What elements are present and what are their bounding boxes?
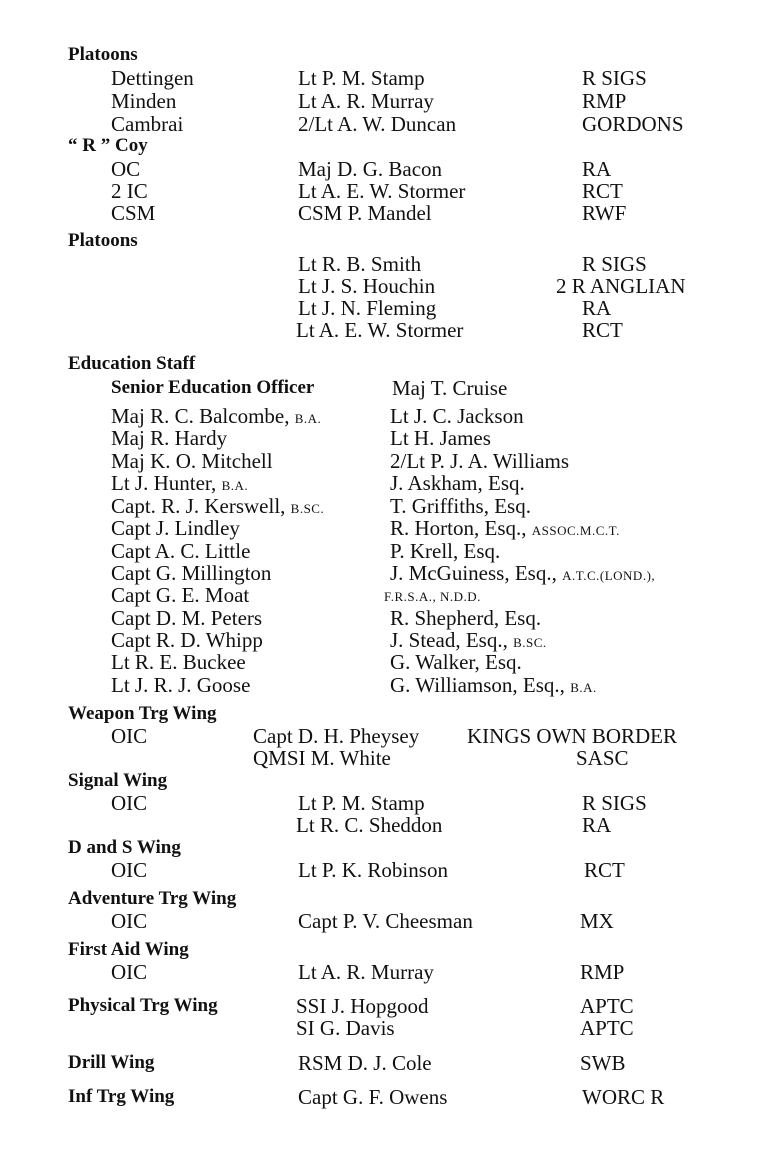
staff-name: Maj K. O. Mitchell — [111, 449, 273, 473]
section-heading-education-staff: Education Staff — [68, 353, 196, 374]
role-label: OC — [111, 157, 141, 181]
staff-name: 2/Lt P. J. A. Williams — [390, 449, 570, 473]
role-label: 2 IC — [111, 179, 148, 203]
officer-name: Lt J. S. Houchin — [298, 274, 436, 298]
officer-name: Lt J. N. Fleming — [298, 296, 437, 320]
staff-name: Capt G. E. Moat — [111, 583, 250, 607]
unit-name: RA — [582, 813, 612, 837]
unit-name: RWF — [582, 201, 627, 225]
staff-name: Capt R. D. Whipp — [111, 628, 263, 652]
role-label: CSM — [111, 201, 156, 225]
platoon-name: Cambrai — [111, 112, 184, 136]
staff-name: Capt A. C. Little — [111, 539, 251, 563]
unit-name: RMP — [580, 960, 625, 984]
unit-name: APTC — [580, 994, 634, 1018]
staff-name: Capt G. Millington — [111, 561, 272, 585]
unit-name: R SIGS — [582, 252, 647, 276]
staff-name: Maj R. Hardy — [111, 426, 228, 450]
officer-name: Lt A. E. W. Stormer — [296, 318, 464, 342]
role-label: OIC — [111, 909, 148, 933]
section-heading-platoons: Platoons — [68, 230, 138, 251]
unit-name: MX — [580, 909, 614, 933]
section-heading-inf-trg-wing: Inf Trg Wing — [68, 1086, 175, 1107]
staff-name: Lt R. E. Buckee — [111, 650, 246, 674]
staff-name: R. Shepherd, Esq. — [390, 606, 542, 630]
officer-name: Maj T. Cruise — [392, 376, 508, 400]
unit-name: RA — [582, 157, 612, 181]
officer-name: Lt P. K. Robinson — [298, 858, 448, 882]
section-heading-weapon-trg-wing: Weapon Trg Wing — [68, 703, 217, 724]
section-heading-adventure-trg-wing: Adventure Trg Wing — [68, 888, 237, 909]
section-heading-d-and-s-wing: D and S Wing — [68, 837, 181, 858]
staff-name: G. Walker, Esq. — [390, 650, 522, 674]
section-heading-first-aid-wing: First Aid Wing — [68, 939, 189, 960]
staff-name: R. Horton, Esq., ASSOC.M.C.T. — [390, 516, 620, 540]
role-label: OIC — [111, 858, 148, 882]
staff-qualifications: F.R.S.A., N.D.D. — [384, 589, 481, 604]
section-heading-drill-wing: Drill Wing — [68, 1052, 155, 1073]
role-label: OIC — [111, 960, 148, 984]
unit-name: R SIGS — [582, 66, 647, 90]
unit-name: 2 R ANGLIAN — [556, 274, 686, 298]
staff-name: G. Williamson, Esq., B.A. — [390, 673, 597, 697]
officer-name: Capt P. V. Cheesman — [298, 909, 473, 933]
officer-name: Maj D. G. Bacon — [298, 157, 443, 181]
section-heading-signal-wing: Signal Wing — [68, 770, 168, 791]
staff-name: P. Krell, Esq. — [390, 539, 501, 563]
staff-name: J. Askham, Esq. — [390, 471, 525, 495]
staff-name: Lt H. James — [390, 426, 491, 450]
officer-name: SI G. Davis — [296, 1016, 395, 1040]
officer-name: Lt P. M. Stamp — [298, 66, 425, 90]
staff-name: J. Stead, Esq., B.SC. — [390, 628, 547, 652]
unit-name: R SIGS — [582, 791, 647, 815]
staff-name: Capt J. Lindley — [111, 516, 240, 540]
staff-name: Lt J. Hunter, B.A. — [111, 471, 249, 495]
staff-name: Lt J. R. J. Goose — [111, 673, 251, 697]
officer-name: Lt P. M. Stamp — [298, 791, 425, 815]
officer-name: 2/Lt A. W. Duncan — [298, 112, 457, 136]
officer-name: Capt G. F. Owens — [298, 1085, 448, 1109]
officer-name: SSI J. Hopgood — [296, 994, 429, 1018]
unit-name: RA — [582, 296, 612, 320]
unit-name: SWB — [580, 1051, 626, 1075]
staff-name: T. Griffiths, Esq. — [390, 494, 531, 518]
role-label: OIC — [111, 791, 148, 815]
staff-name: Lt J. C. Jackson — [390, 404, 524, 428]
staff-name: J. McGuiness, Esq., A.T.C.(LOND.), — [390, 561, 656, 585]
officer-name: Lt R. C. Sheddon — [296, 813, 443, 837]
unit-name: RCT — [584, 858, 625, 882]
officer-name: Lt A. E. W. Stormer — [298, 179, 466, 203]
section-heading-r-coy: “ R ” Coy — [68, 135, 148, 156]
officer-name: Lt R. B. Smith — [298, 252, 422, 276]
unit-name: SASC — [576, 746, 629, 770]
officer-name: Capt D. H. Pheysey — [253, 724, 420, 748]
unit-name: GORDONS — [582, 112, 684, 136]
officer-name: Lt A. R. Murray — [298, 960, 434, 984]
role-label: OIC — [111, 724, 148, 748]
unit-name: KINGS OWN BORDER — [467, 724, 677, 748]
platoon-name: Dettingen — [111, 66, 194, 90]
unit-name: APTC — [580, 1016, 634, 1040]
unit-name: RCT — [582, 318, 623, 342]
unit-name: WORC R — [582, 1085, 665, 1109]
staff-name: Capt. R. J. Kerswell, B.SC. — [111, 494, 325, 518]
platoon-name: Minden — [111, 89, 177, 113]
officer-name: QMSI M. White — [253, 746, 391, 770]
officer-name: RSM D. J. Cole — [298, 1051, 432, 1075]
section-heading-platoons: Platoons — [68, 44, 138, 65]
staff-name: Maj R. C. Balcombe, B.A. — [111, 404, 322, 428]
officer-name: CSM P. Mandel — [298, 201, 432, 225]
unit-name: RCT — [582, 179, 623, 203]
section-heading-physical-trg-wing: Physical Trg Wing — [68, 995, 218, 1016]
unit-name: RMP — [582, 89, 627, 113]
senior-education-officer-label: Senior Education Officer — [111, 377, 315, 398]
staff-name: Capt D. M. Peters — [111, 606, 263, 630]
officer-name: Lt A. R. Murray — [298, 89, 434, 113]
